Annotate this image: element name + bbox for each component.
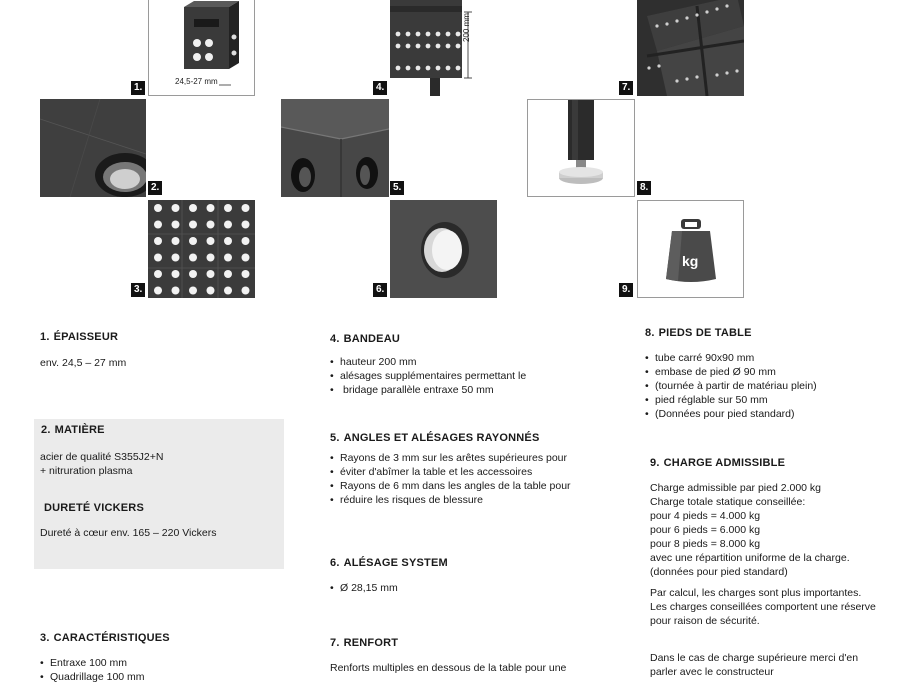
grid-illustration: [148, 200, 255, 298]
weight-label: kg: [682, 253, 699, 269]
list-item: • Rayons de 6 mm dans les angles de la table pour: [330, 479, 571, 493]
image-number-2: 2.: [148, 181, 162, 195]
text-line: Charge totale statique conseillée:: [650, 496, 806, 508]
bandeau-dimension: 200 mm: [462, 13, 471, 42]
section-6-list: [330, 581, 398, 595]
image-number-1: 1.: [131, 81, 145, 95]
section-9-block-2: [650, 586, 876, 628]
list-item: • pied réglable sur 50 mm: [645, 393, 817, 407]
thickness-dimension: 24,5-27 mm: [175, 77, 218, 86]
image-renfort: [637, 0, 744, 96]
image-number-8: 8.: [637, 181, 651, 195]
section-6-heading: 6. ALÉSAGE SYSTEM: [330, 557, 448, 569]
text-line: Les charges conseillées comportent une réserve: [650, 601, 876, 613]
section-1-text: env. 24,5 – 27 mm: [40, 357, 127, 369]
bandeau-illustration: [390, 0, 497, 96]
image-bandeau: [390, 0, 497, 96]
image-quadrillage: [148, 200, 255, 298]
section-7-text: Renforts multiples en dessous de la table pour une: [330, 662, 567, 674]
list-item: • Entraxe 100 mm: [40, 656, 145, 670]
renfort-illustration: [637, 0, 744, 96]
bore-illustration: [40, 99, 146, 197]
image-number-5: 5.: [390, 181, 404, 195]
list-item-continued: • (tournée à partir de matériau plein): [645, 379, 817, 393]
list-item-continued: • réduire les risques de blessure: [330, 493, 571, 507]
text-line: pour raison de sécurité.: [650, 615, 760, 627]
image-charge: [637, 200, 744, 298]
list-item: • Quadrillage 100 mm: [40, 670, 145, 684]
list-item: • embase de pied Ø 90 mm: [645, 365, 817, 379]
text-line: parler avec le constructeur: [650, 666, 774, 678]
section-8-list: [645, 351, 817, 421]
section-8-heading: 8. PIEDS DE TABLE: [645, 327, 752, 339]
section-4-heading: 4. BANDEAU: [330, 333, 400, 345]
list-item: • tube carré 90x90 mm: [645, 351, 817, 365]
section-2-heading: 2. MATIÈRE: [41, 424, 105, 436]
image-number-9: 9.: [619, 283, 633, 297]
section-3-heading: 3. CARACTÉRISTIQUES: [40, 632, 170, 644]
image-alesage-system: [390, 200, 497, 298]
vickers-heading: DURETÉ VICKERS: [44, 502, 144, 514]
section-2-box: [34, 419, 284, 569]
weight-icon: [638, 201, 743, 297]
list-item: • alésages supplémentaires permettant le: [330, 369, 526, 383]
vickers-text: Dureté à cœur env. 165 – 220 Vickers: [40, 527, 217, 539]
text-line: (données pour pied standard): [650, 566, 788, 578]
text-line: pour 6 pieds = 6.000 kg: [650, 524, 761, 536]
image-alesage-top: [40, 99, 146, 197]
text-line: pour 4 pieds = 4.000 kg: [650, 510, 761, 522]
section-5-heading: 5. ANGLES ET ALÉSAGES RAYONNÉS: [330, 432, 540, 444]
image-number-7: 7.: [619, 81, 633, 95]
image-number-6: 6.: [373, 283, 387, 297]
image-pied: [527, 99, 635, 197]
list-item-continued: • éviter d'abîmer la table et les accessoires: [330, 465, 571, 479]
text-line: pour 8 pieds = 8.000 kg: [650, 538, 761, 550]
alesage-illustration: [390, 200, 497, 298]
pied-illustration: [528, 100, 634, 196]
section-5-list: [330, 451, 571, 507]
section-1-heading: 1. ÉPAISSEUR: [40, 331, 119, 343]
section-4-list: [330, 355, 526, 397]
section-7-heading: 7. RENFORT: [330, 637, 399, 649]
list-item: • Ø 28,15 mm: [330, 581, 398, 595]
list-item-continued: • bridage parallèle entraxe 50 mm: [330, 383, 526, 397]
image-epaisseur: [148, 0, 255, 96]
list-item: • (Données pour pied standard): [645, 407, 817, 421]
list-item: • Rayons de 3 mm sur les arêtes supérieures pour: [330, 451, 571, 465]
text-line: Dans le cas de charge supérieure merci d'en: [650, 652, 859, 664]
image-number-3: 3.: [131, 283, 145, 297]
list-item: • hauteur 200 mm: [330, 355, 526, 369]
text-line: Par calcul, les charges sont plus importantes.: [650, 587, 862, 599]
angles-illustration: [281, 99, 389, 197]
text-line: avec une répartition uniforme de la charge.: [650, 552, 850, 564]
section-9-heading: 9. CHARGE ADMISSIBLE: [650, 457, 786, 469]
image-number-4: 4.: [373, 81, 387, 95]
section-3-list: [40, 656, 145, 684]
text-line: Charge admissible par pied 2.000 kg: [650, 482, 822, 494]
section-9-block-1: [650, 481, 850, 579]
section-2-line-2: + nitruration plasma: [40, 465, 133, 477]
section-2-line-1: acier de qualité S355J2+N: [40, 451, 164, 463]
image-angles: [281, 99, 389, 197]
